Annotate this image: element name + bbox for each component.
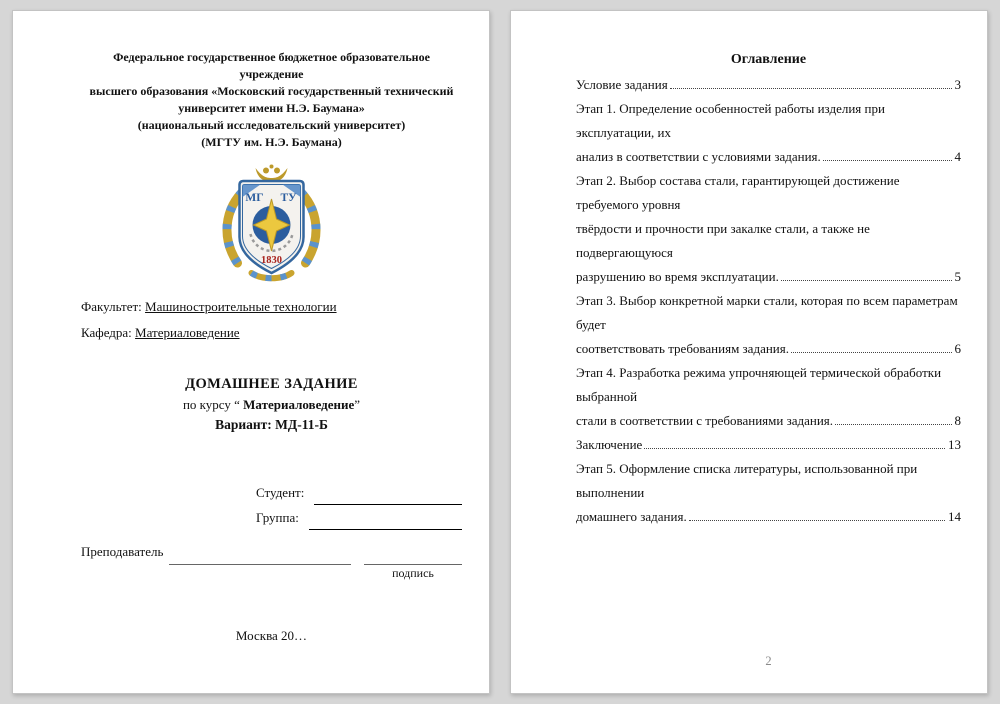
- student-label: Студент:: [256, 485, 305, 500]
- toc-page-number: 14: [948, 509, 961, 524]
- toc-page-number: 8: [954, 413, 961, 428]
- teacher-row: [81, 543, 462, 565]
- toc-entry[interactable]: [576, 433, 961, 457]
- toc-dot-leader: [689, 520, 945, 521]
- toc-entry-text: Этап 5. Оформление списка литературы, использованной при выполнении: [576, 461, 918, 500]
- faculty-department-block: [81, 294, 462, 346]
- emblem-text-mg: МГ: [245, 192, 264, 204]
- toc-page-number: 4: [954, 149, 961, 164]
- department-row: [81, 320, 462, 346]
- signature-caption: подпись: [392, 566, 434, 580]
- toc-entry-last-line: [576, 265, 961, 289]
- toc-entry-label: Условие задания: [576, 77, 668, 92]
- faculty-value: Машиностроительные технологии: [145, 299, 337, 314]
- group-label: Группа:: [256, 510, 299, 525]
- toc-dot-leader: [670, 88, 952, 89]
- toc-entry-text: Этап 2. Выбор состава стали, гарантирующей достижение требуемого уровня: [576, 173, 900, 212]
- student-name-line: [314, 483, 462, 505]
- toc-entry[interactable]: [576, 289, 961, 361]
- course-name: Материаловедение: [243, 397, 355, 412]
- department-label: Кафедра:: [81, 325, 132, 340]
- toc-entry-label: домашнего задания.: [576, 509, 687, 524]
- teacher-block: [81, 543, 462, 582]
- university-emblem: [81, 163, 462, 285]
- header-line: высшего образования «Московский государственный технический: [89, 84, 454, 98]
- toc-title: Оглавление: [730, 52, 807, 67]
- toc-entry[interactable]: [576, 457, 961, 529]
- assignment-title: ДОМАШНЕЕ ЗАДАНИЕ: [185, 376, 358, 392]
- faculty-label: Факультет:: [81, 299, 142, 314]
- variant-line: Вариант: МД-11-Б: [215, 417, 328, 432]
- header-line: Федеральное государственное бюджетное образовательное учреждение: [113, 50, 430, 81]
- group-row: [256, 508, 462, 533]
- group-name-line: [309, 508, 462, 530]
- page-number: 2: [765, 654, 772, 668]
- toc-page-number: 6: [954, 341, 961, 356]
- toc-entry-label: соответствовать требованиям задания.: [576, 341, 789, 356]
- toc-entry[interactable]: [576, 361, 961, 433]
- eagle-icon: [256, 165, 288, 183]
- student-block: [256, 483, 462, 533]
- emblem-year: 1830: [261, 255, 282, 266]
- signature-line: [364, 543, 462, 565]
- toc-entry-last-line: [576, 433, 961, 457]
- toc-page-number: 3: [954, 77, 961, 92]
- toc-entry-last-line: [576, 145, 961, 169]
- toc-entry[interactable]: [576, 169, 961, 289]
- toc-page-number: 5: [954, 269, 961, 284]
- toc-dot-leader: [823, 160, 952, 161]
- title-page[interactable]: [12, 10, 490, 694]
- teacher-label: Преподаватель: [81, 544, 164, 559]
- toc-entry-label: разрушению во время эксплуатации.: [576, 269, 779, 284]
- toc-entry[interactable]: [576, 73, 961, 97]
- toc-dot-leader: [781, 280, 952, 281]
- toc-entry[interactable]: [576, 97, 961, 169]
- bmstu-coat-of-arms-icon: [214, 163, 329, 285]
- toc-entry-last-line: [576, 409, 961, 433]
- header-line: (МГТУ им. Н.Э. Баумана): [201, 135, 342, 149]
- toc-entry-label: анализ в соответствии с условиями задания.: [576, 149, 821, 164]
- city-year-line: Москва 20…: [235, 628, 308, 643]
- student-row: [256, 483, 462, 508]
- toc-entry-text: твёрдости и прочности при закалке стали, а также не подвергающуюся: [576, 221, 870, 260]
- department-value: Материаловедение: [135, 325, 240, 340]
- toc-entry-label: стали в соответствии с требованиями задания.: [576, 413, 834, 428]
- assignment-title-block: [81, 373, 462, 435]
- emblem-text-tu: ТУ: [280, 192, 297, 204]
- toc-dot-leader: [791, 352, 952, 353]
- header-line: (национальный исследовательский университет): [137, 118, 406, 132]
- toc-entry-last-line: [576, 337, 961, 361]
- university-header: [81, 49, 462, 151]
- toc-entry-last-line: [576, 73, 961, 97]
- toc-page-number: 13: [948, 437, 961, 452]
- course-prefix: по курсу “: [182, 397, 240, 412]
- toc-entry-text: Этап 4. Разработка режима упрочняющей термической обработки выбранной: [576, 365, 942, 404]
- toc-page[interactable]: [510, 10, 988, 694]
- toc-entry-text: Этап 3. Выбор конкретной марки стали, которая по всем параметрам будет: [576, 293, 958, 332]
- toc-dot-leader: [644, 448, 945, 449]
- header-line: университет имени Н.Э. Баумана»: [178, 101, 365, 115]
- toc-list: [576, 73, 961, 529]
- faculty-row: [81, 294, 462, 320]
- course-line: [81, 395, 462, 415]
- course-suffix: ”: [354, 397, 361, 412]
- toc-dot-leader: [835, 424, 951, 425]
- teacher-name-line: [169, 543, 351, 565]
- signature-caption-row: [81, 565, 462, 582]
- toc-entry-text: Этап 1. Определение особенностей работы изделия при эксплуатации, их: [576, 101, 885, 140]
- toc-entry-label: Заключение: [576, 437, 643, 452]
- toc-entry-last-line: [576, 505, 961, 529]
